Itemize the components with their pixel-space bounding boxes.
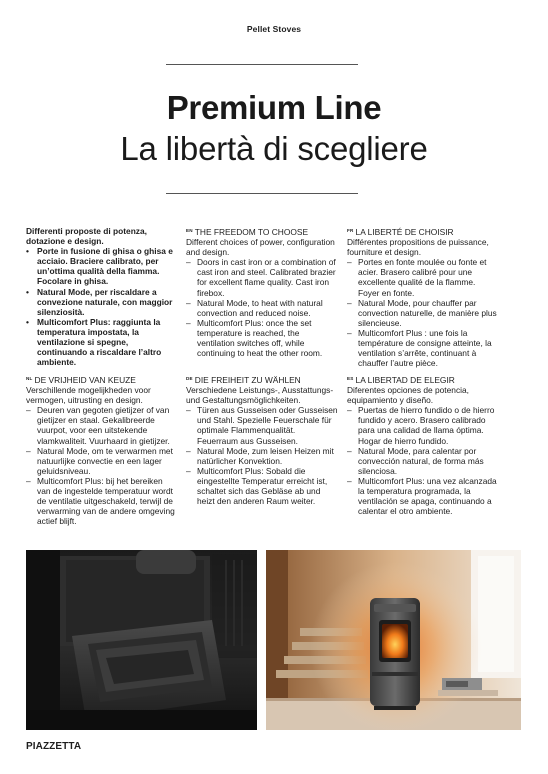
firebox-photo [26, 550, 257, 730]
language-tag: DE [186, 376, 193, 381]
column-title: $^{DE}$ DIE FREIHEIT ZU WÄHLEN [186, 375, 301, 385]
column-title: $^{FR}$ LA LIBERTÉ DE CHOISIR [347, 227, 454, 237]
page-subtitle: La libertà di scegliere [120, 130, 428, 167]
list-item: – Natural Mode, pour chauffer par convection naturelle, de manière plus silencieuse. [347, 297, 497, 328]
feature-list [186, 257, 338, 358]
list-item: – Multicomfort Plus : une fois la température de consigne atteinte, la ventilation s’arrête, continuant à chauffer l’autre pièce. [347, 327, 492, 369]
column-spanish [347, 374, 499, 516]
feature-list [186, 405, 338, 506]
bottom-divider [166, 193, 358, 194]
feature-list [347, 405, 499, 516]
list-item: – Türen aus Gusseisen oder Gusseisen und Stahl. Spezielle Feuerschale für optimale Flammenqualität. Feuerraum aus Gusseisen. [186, 405, 338, 446]
list-item: – Doors in cast iron or a combination of cast iron and steel. Calibrated brazier for excellent flame quality. Cast iron firebox. [186, 257, 336, 298]
list-item: – Multicomfort Plus: una vez alcanzada la temperatura programada, la ventilación se apaga, continuando a calentar el otro ambiente. [347, 475, 497, 517]
list-item: – Puertas de hierro fundido o de hierro fundido y acero. Brasero calibrado para una calidad de llama óptima. Hogar de hierro fundido. [347, 405, 495, 446]
page-title: Premium Line [166, 89, 382, 126]
brand-logo: PIAZZETTA [26, 741, 82, 752]
section-header: Pellet Stoves [246, 24, 302, 34]
feature-list [26, 246, 178, 367]
list-item: – Natural Mode, om te verwarmen met natuurlijke convectie en een lager geluidsniveau. [26, 445, 173, 476]
language-tag: FR [347, 228, 354, 233]
list-item: – Natural Mode, zum leisen Heizen mit natürlicher Konvektion. [186, 445, 334, 466]
list-item: – Natural Mode, para calentar por convección natural, de forma más silenciosa. [347, 445, 484, 476]
column-heading: Different choices of power, configuration and design. [186, 237, 335, 258]
stove-room-photo [266, 550, 521, 730]
column-title: $^{EN}$ THE FREEDOM TO CHOOSE [186, 227, 309, 237]
column-heading: Verschiedene Leistungs-, Ausstattungs- und Gestaltungsmöglichkeiten. [186, 385, 334, 406]
language-tag: ES [347, 376, 354, 381]
list-item: • Multicomfort Plus: raggiunta la temperatura impostata, la ventilazione si spegne, continuando a riscaldare l’altro ambiente. [26, 316, 162, 368]
language-tag: NL [26, 376, 33, 381]
column-heading: Differenti proposte di potenza, dotazione e design. [26, 226, 147, 247]
feature-list [26, 405, 178, 526]
list-item: • Porte in fusione di ghisa o ghisa e acciaio. Braciere calibrato, per un’ottima qualità della fiamma. Focolare in ghisa. [26, 246, 173, 287]
list-item: – Multicomfort Plus: Sobald die eingestellte Temperatur erreicht ist, schaltet sich das Gebläse ab und heizt den anderen Raum weiter. [186, 465, 328, 507]
column-title: $^{ES}$ LA LIBERTAD DE ELEGIR [347, 375, 455, 385]
column-german [186, 374, 338, 506]
column-heading: Différentes propositions de puissance, fourniture et design. [347, 237, 489, 258]
column-english [186, 226, 338, 358]
top-divider [166, 64, 358, 65]
list-item: – Multicomfort Plus: bij het bereiken van de ingestelde temperatuur wordt de ventilatie uitgeschakeld, terwijl de verwarming van de andere omgeving actief blijft. [26, 475, 175, 527]
language-tag: EN [186, 228, 193, 233]
column-french [347, 226, 499, 368]
list-item: • Natural Mode, per riscaldare a convezione naturale, con maggior silenziosità. [26, 286, 173, 317]
list-item: – Deuren van gegoten gietijzer of van gietijzer en staal. Gekalibreerde vuurpot, voor een uitstekende vlamkwaliteit. Vuurhaard in gietijzer. [26, 405, 170, 446]
column-heading: Diferentes opciones de potencia, equipamiento y diseño. [347, 385, 469, 406]
list-item: – Natural Mode, to heat with natural convection and reduced noise. [186, 297, 323, 318]
list-item: – Portes en fonte moulée ou fonte et acier. Brasero calibré pour une excellente qualité de la flamme. Foyer en fonte. [347, 257, 487, 298]
column-dutch [26, 374, 178, 526]
feature-list [347, 257, 499, 368]
list-item: – Multicomfort Plus: once the set temperature is reached, the ventilation switches off, while continuing to heat the other room. [186, 317, 323, 359]
column-title: $^{NL}$ DE VRIJHEID VAN KEUZE [26, 375, 136, 385]
column-italian [26, 226, 178, 367]
column-heading: Verschillende mogelijkheden voor vermogen, uitrusting en design. [26, 385, 151, 406]
